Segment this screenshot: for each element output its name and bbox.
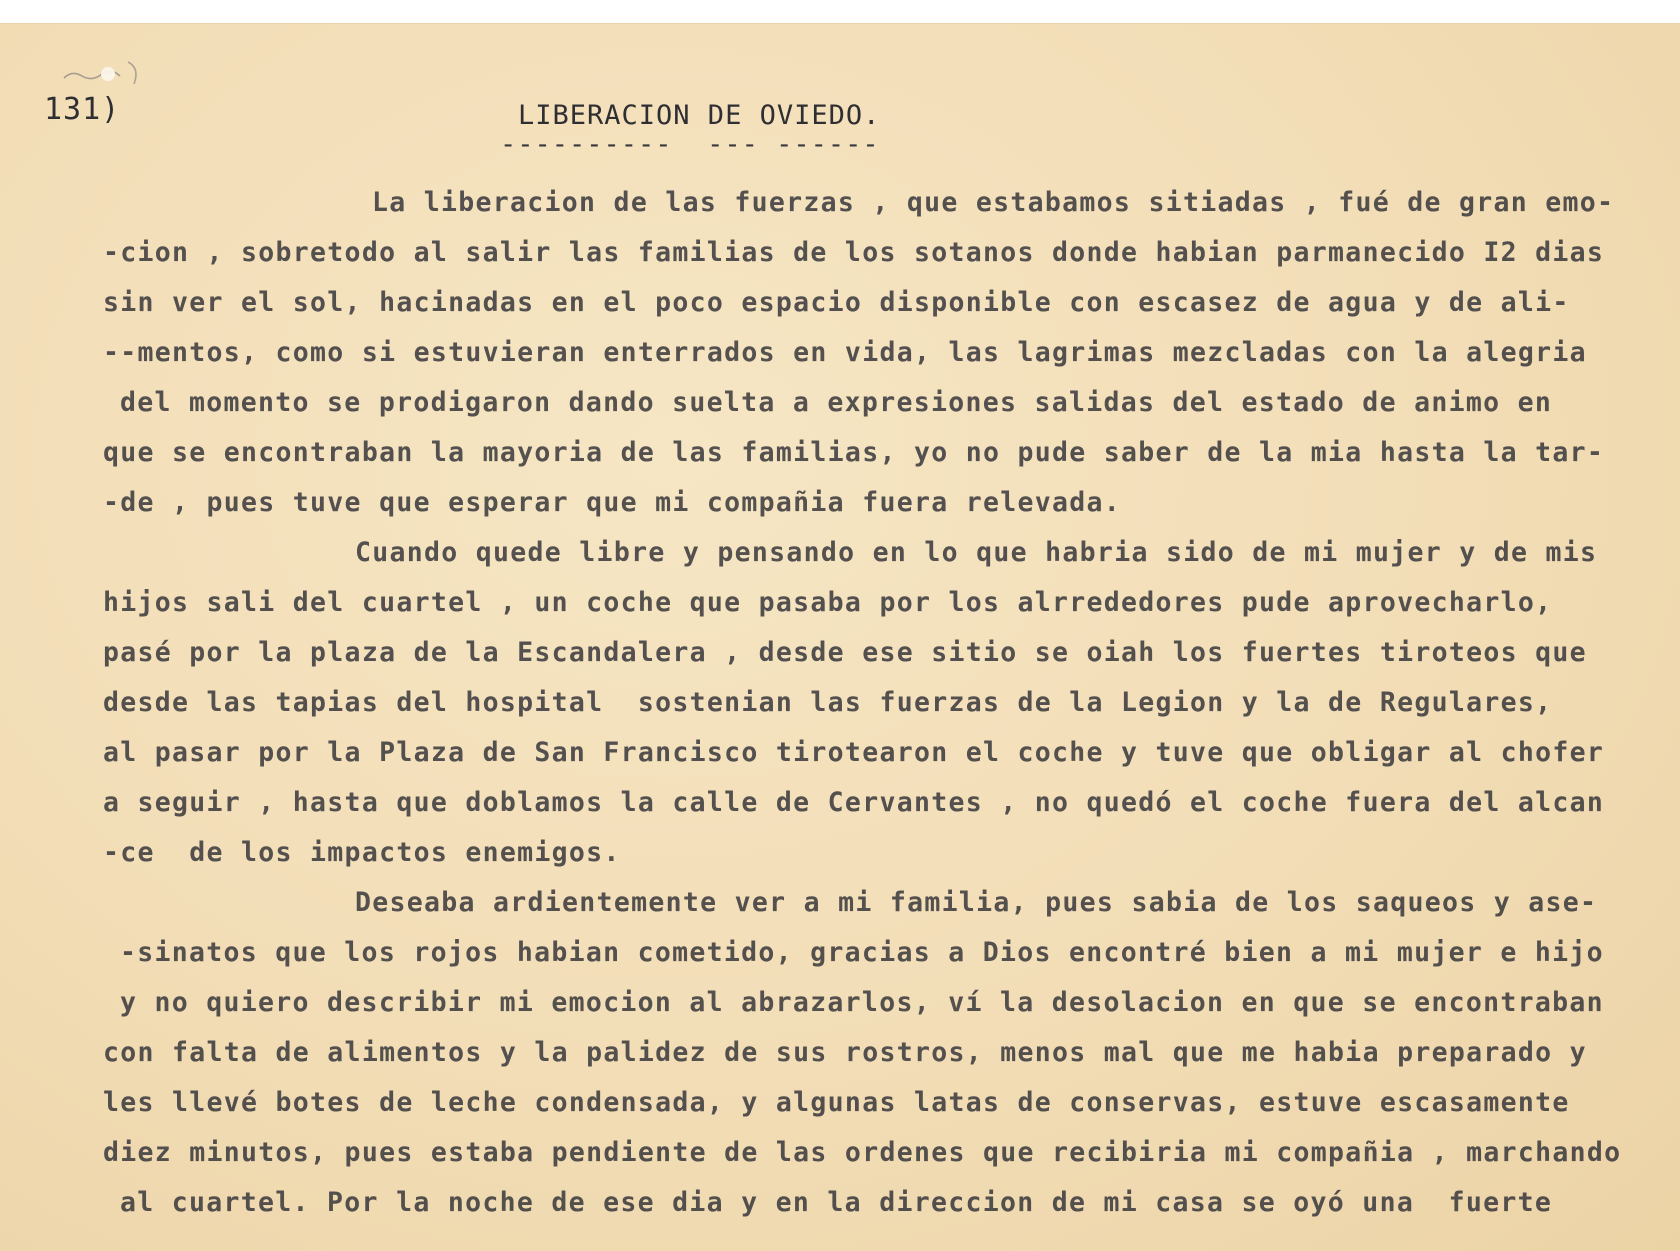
document-page: [0, 23, 1680, 1251]
text-line: del momento se prodigaron dando suelta a expresiones salidas del estado de animo en: [120, 387, 1553, 418]
text-line: -ce de los impactos enemigos.: [103, 837, 621, 868]
text-line: hijos sali del cuartel , un coche que pasaba por los alrrededores pude aprovecharlo,: [103, 587, 1553, 618]
text-line: desde las tapias del hospital sostenian las fuerzas de la Legion y la de Regulares,: [103, 687, 1553, 718]
text-line: sin ver el sol, hacinadas en el poco espacio disponible con escasez de agua y de ali-: [103, 287, 1570, 318]
text-line: Cuando quede libre y pensando en lo que habria sido de mi mujer y de mis: [355, 537, 1598, 568]
text-line: diez minutos, pues estaba pendiente de las ordenes que recibiria mi compañia , marchando: [103, 1137, 1622, 1168]
text-line: y no quiero describir mi emocion al abrazarlos, ví la desolacion en que se encontraban: [120, 987, 1604, 1018]
text-line: al cuartel. Por la noche de ese dia y en la direccion de mi casa se oyó una fuerte: [120, 1187, 1553, 1218]
text-line: pasé por la plaza de la Escandalera , desde ese sitio se oiah los fuertes tiroteos que: [103, 637, 1587, 668]
document-title: LIBERACION DE OVIEDO.: [518, 100, 881, 131]
text-line: a seguir , hasta que doblamos la calle de Cervantes , no quedó el coche fuera del alcan: [103, 787, 1605, 818]
text-line: -sinatos que los rojos habian cometido, gracias a Dios encontré bien a mi mujer e hijo: [120, 937, 1604, 968]
text-line: -de , pues tuve que esperar que mi compañia fuera relevada.: [103, 487, 1122, 518]
text-line: con falta de alimentos y la palidez de sus rostros, menos mal que me habia preparado y: [103, 1037, 1587, 1068]
text-line: La liberacion de las fuerzas , que estabamos sitiadas , fué de gran emo-: [372, 187, 1615, 218]
title-underline: ---------- --- ------: [500, 129, 880, 160]
text-line: al pasar por la Plaza de San Francisco tirotearon el coche y tuve que obligar al chofer: [103, 737, 1605, 768]
text-line: Deseaba ardientemente ver a mi familia, pues sabia de los saqueos y ase-: [355, 887, 1598, 918]
text-line: -cion , sobretodo al salir las familias de los sotanos donde habian parmanecido I2 dias: [103, 237, 1605, 268]
text-line: que se encontraban la mayoria de las familias, yo no pude saber de la mia hasta la tar-: [103, 437, 1605, 468]
text-line: --mentos, como si estuvieran enterrados en vida, las lagrimas mezcladas con la alegria: [103, 337, 1587, 368]
page-number: 131): [44, 92, 121, 127]
text-line: les llevé botes de leche condensada, y algunas latas de conservas, estuve escasamente: [103, 1087, 1570, 1118]
